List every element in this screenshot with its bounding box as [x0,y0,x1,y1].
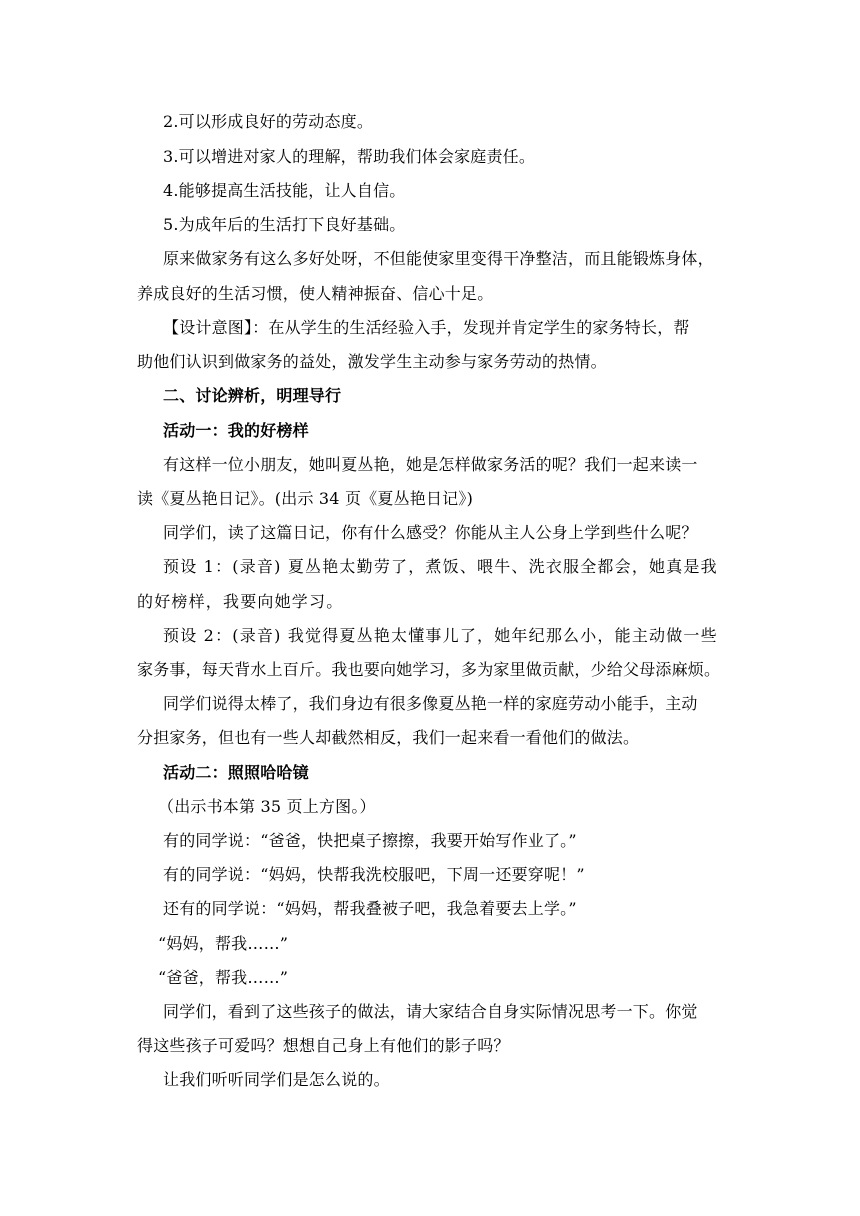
preset-two-line: 家务事，每天背水上百斤。我也要向她学习，多为家里做贡献，少给父母添麻烦。 [137,660,721,679]
quote-line: 有的同学说：“妈妈，快帮我洗校服吧，下周一还要穿呢！” [163,865,585,884]
list-item-4: 4.能够提高生活技能，让人自信。 [163,181,406,200]
paragraph-line: 分担家务，但也有一些人却截然相反，我们一起来看一看他们的做法。 [137,728,640,747]
design-intent-line: 助他们认识到做家务的益处，激发学生主动参与家务劳动的热情。 [137,352,607,371]
list-item-3: 3.可以增进对家人的理解，帮助我们体会家庭责任。 [163,147,536,166]
paragraph-line: 得这些孩子可爱吗？想想自己身上有他们的影子吗？ [137,1036,510,1055]
paragraph-line: 同学们，看到了这些孩子的做法，请大家结合自身实际情况思考一下。你觉 [163,1002,698,1021]
design-intent-line: 【设计意图】：在从学生的生活经验入手，发现并肯定学生的家务特长，帮 [163,318,690,337]
paragraph-line: 同学们，读了这篇日记，你有什么感受？你能从主人公身上学到些什么呢？ [163,523,698,542]
preset-one-line: 预设 1：(录音) 夏丛艳太勤劳了，煮饭、喂牛、洗衣服全都会，她真是我 [163,557,718,576]
list-item-5: 5.为成年后的生活打下良好基础。 [163,215,406,234]
paragraph-line: 读《夏丛艳日记》。(出示 34 页《夏丛艳日记》) [137,489,474,508]
list-item-2: 2.可以形成良好的劳动态度。 [163,112,374,131]
quote-line: 还有的同学说：“妈妈，帮我叠被子吧，我急着要去上学。” [163,899,577,918]
quote-line: 有的同学说：“爸爸，快把桌子擦擦，我要开始写作业了。” [163,831,577,850]
section-heading: 二、讨论辨析，明理导行 [163,386,342,405]
preset-two-line: 预设 2：(录音) 我觉得夏丛艳太懂事儿了，她年纪那么小，能主动做一些 [163,626,718,645]
activity-two-heading: 活动二：照照哈哈镜 [163,763,309,782]
preset-one-line: 的好榜样，我要向她学习。 [137,592,344,611]
quote-line: “妈妈，帮我……” [158,934,289,953]
paragraph-line: 养成良好的生活习惯，使人精神振奋、信心十足。 [137,284,494,303]
quote-line: “爸爸，帮我……” [158,968,289,987]
paragraph-line: 有这样一位小朋友，她叫夏丛艳，她是怎样做家务活的呢？我们一起来读一 [163,455,698,474]
paragraph-line: （出示书本第 35 页上方图。） [158,797,376,816]
activity-one-heading: 活动一：我的好榜样 [163,421,309,440]
paragraph-line: 同学们说得太棒了，我们身边有很多像夏丛艳一样的家庭劳动小能手，主动 [163,694,698,713]
paragraph-line: 原来做家务有这么多好处呀，不但能使家里变得干净整洁，而且能锻炼身体， [163,249,714,268]
paragraph-line: 让我们听听同学们是怎么说的。 [163,1070,390,1089]
